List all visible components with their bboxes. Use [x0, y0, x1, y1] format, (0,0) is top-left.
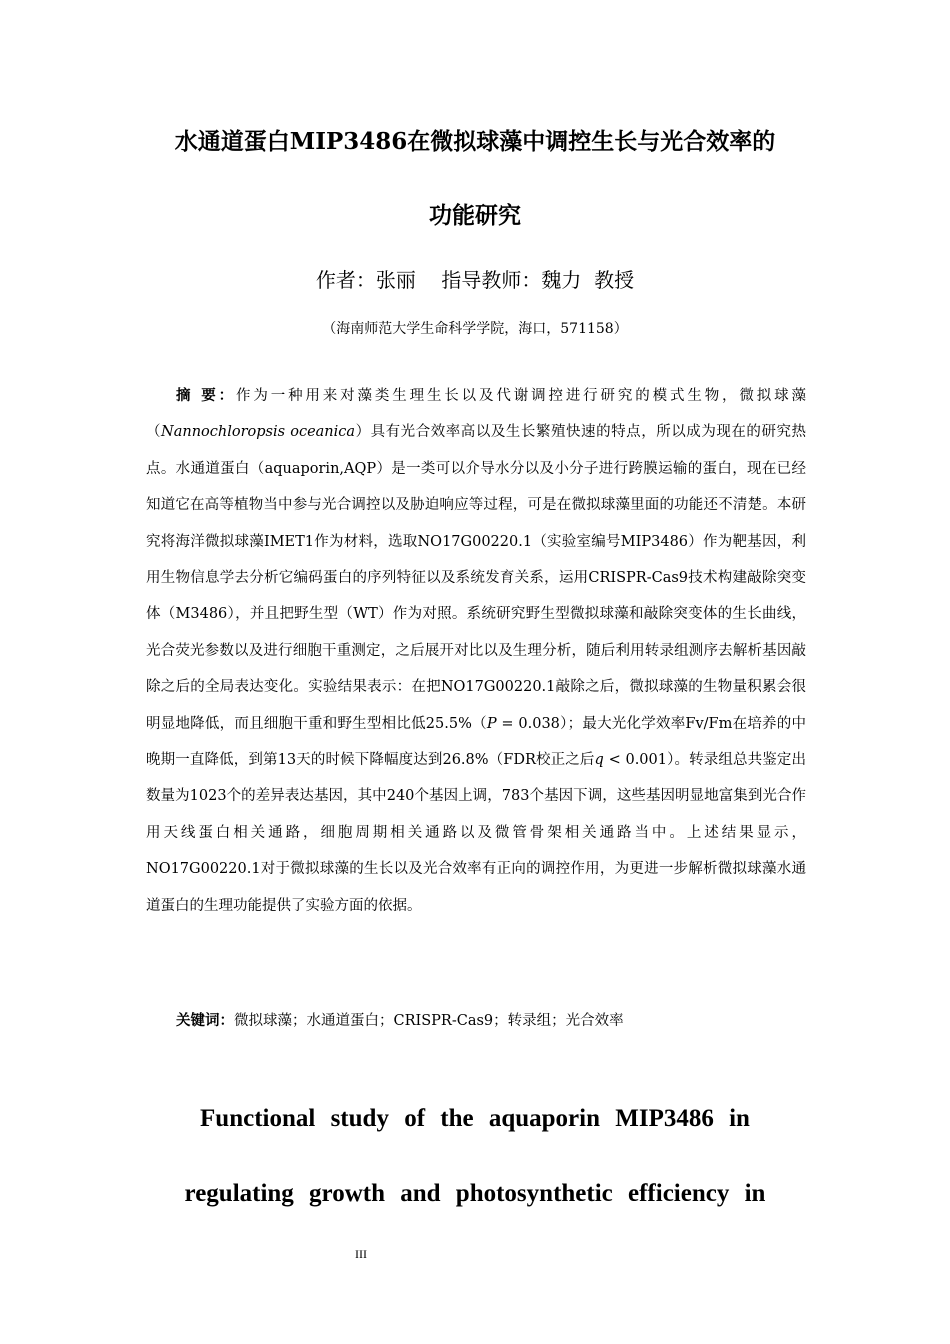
abstract-label: 摘 要：	[176, 387, 236, 404]
keywords-label: 关键词：	[176, 1012, 234, 1029]
chinese-title-line-1: 水通道蛋白MIP3486在微拟球藻中调控生长与光合效率的	[174, 128, 776, 155]
authors-line: 作者：张丽 指导教师：魏力 教授	[315, 268, 635, 292]
chinese-title-line-2: 功能研究	[429, 202, 521, 229]
species-name: Nannochloropsis oceanica	[161, 424, 356, 441]
keywords-line	[176, 1007, 806, 1035]
q-value-symbol: q	[594, 752, 604, 769]
page-number: III	[355, 1247, 367, 1261]
abstract-text-part-3: = 0.038）；最大光化学效率Fv/Fm在培养的中晚期一直降低，到第13天的时候下降幅度达到26.8%（FDR校正之后	[146, 715, 806, 769]
keywords-text: 微拟球藻；水通道蛋白；CRISPR-Cas9；转录组；光合效率	[234, 1013, 624, 1029]
english-title-line-1: Functional study of the aquaporin MIP3486 in	[200, 1105, 750, 1132]
english-title-line-2: regulating growth and photosynthetic efficiency in	[184, 1180, 766, 1207]
abstract-text-part-4: < 0.001）。转录组总共鉴定出数量为1023个的差异表达基因，其中240个基因上调，783个基因下调，这些基因明显地富集到光合作用天线蛋白相关通路，细胞周期相关通路以及微管骨架相关通路当中。上述结果显示，NO17G00220.1对于微拟球藻的生长以及光合效率有正向的调控作用，为更进一步解析微拟球藻水通道蛋白的生理功能提供了实验方面的依据。	[146, 752, 806, 914]
abstract-paragraph	[146, 378, 806, 924]
abstract-text-part-2: ）具有光合效率高以及生长繁殖快速的特点，所以成为现在的研究热点。水通道蛋白（aquaporin,AQP）是一类可以介导水分以及小分子进行跨膜运输的蛋白，现在已经知道它在高等植物当中参与光合调控以及胁迫响应等过程，可是在微拟球藻里面的功能还不清楚。本研究将海洋微拟球藻IMET1作为材料，选取NO17G00220.1（实验室编号MIP3486）作为靶基因，利用生物信息学去分析它编码蛋白的序列特征以及系统发育关系，运用CRISPR-Cas9技术构建敲除突变体（M3486），并且把野生型（WT）作为对照。系统研究野生型微拟球藻和敲除突变体的生长曲线，光合荧光参数以及进行细胞干重测定，之后展开对比以及生理分析，随后利用转录组测序去解析基因敲除之后的全局表达变化。实验结果表示：在把NO17G00220.1敲除之后，微拟球藻的生物量积累会很明显地降低，而且细胞干重和野生型相比低25.5%（	[146, 424, 807, 732]
abstract-text-part-1: 作为一种用来对藻类生理生长以及代谢调控进行研究的模式生物，微拟球藻（	[146, 388, 806, 441]
p-value-symbol: P	[486, 715, 497, 732]
affiliation: （海南师范大学生命科学学院，海口，571158）	[322, 321, 628, 337]
